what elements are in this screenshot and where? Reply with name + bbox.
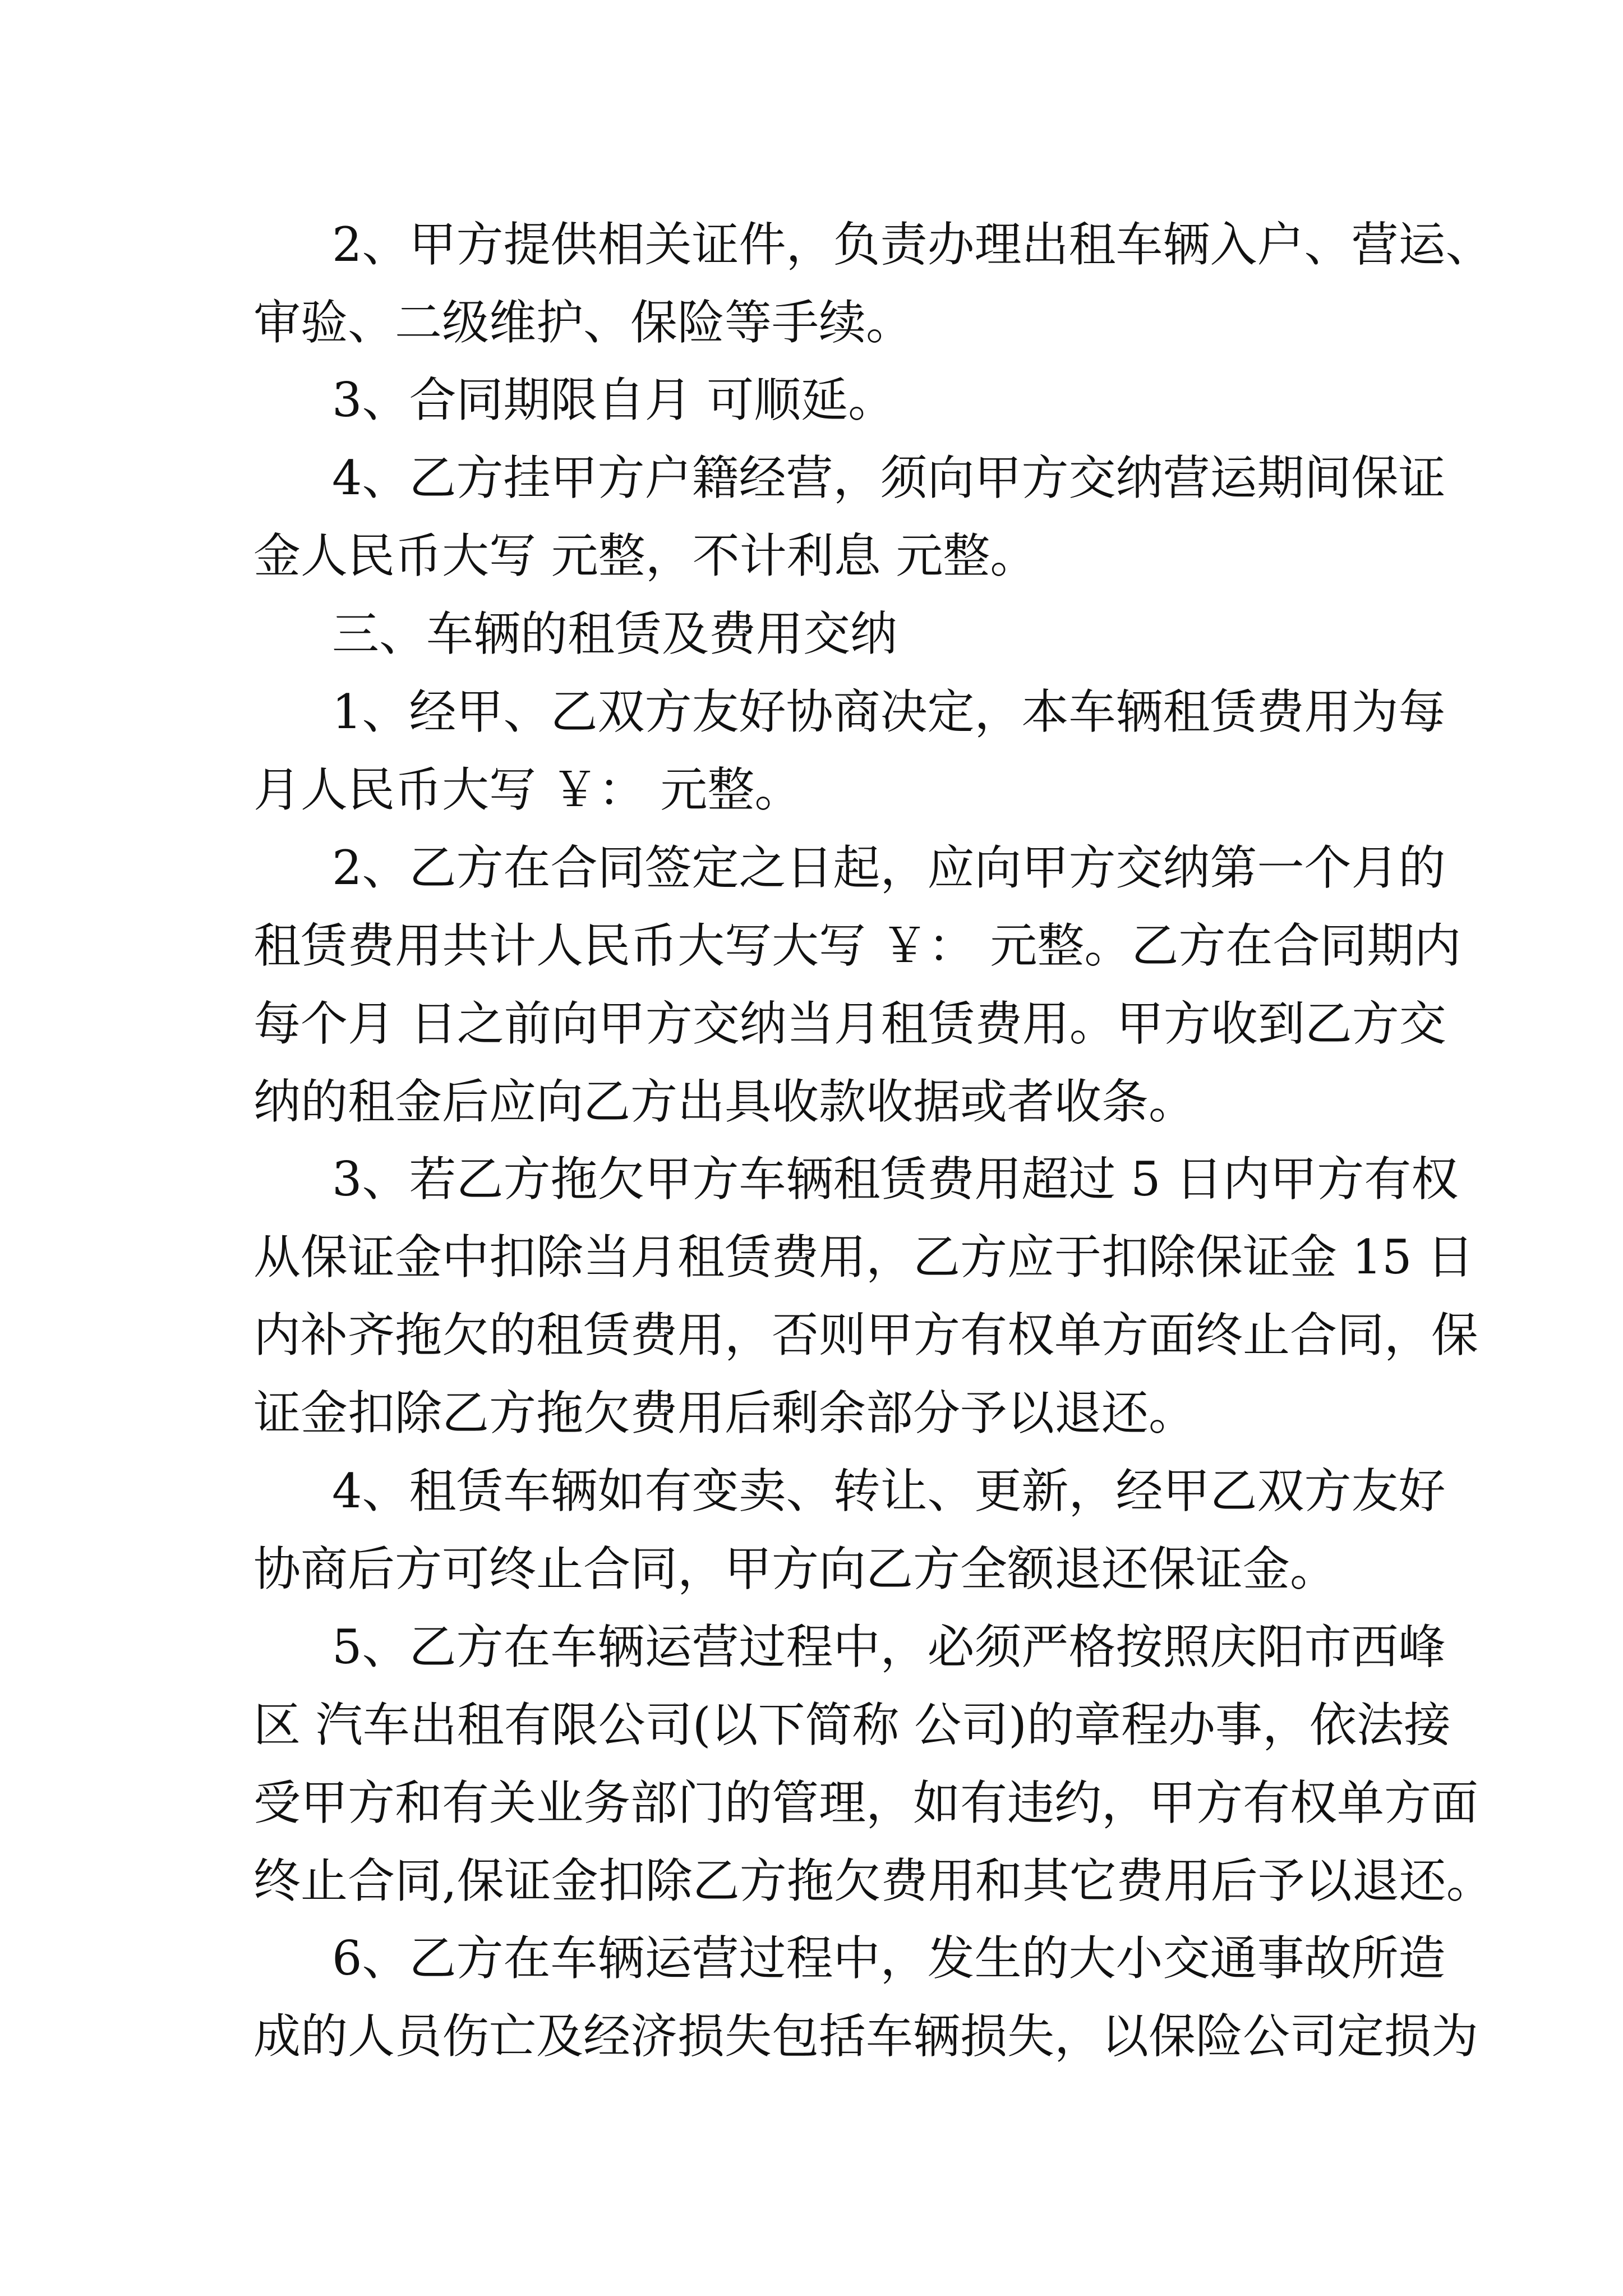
line-5: 金人民币大写 元整，不计利息 元整。: [253, 528, 1038, 583]
line-16: 证金扣除乙方拖欠费用后剩余部分予以退还。: [253, 1386, 1196, 1441]
line-20: 区 汽车出租有限公司(以下简称 公司)的章程办事，依法接: [253, 1697, 1451, 1752]
line-12: 纳的租金后应向乙方出具收款收据或者收条。: [253, 1074, 1196, 1129]
line-24: 成的人员伤亡及经济损失包括车辆损失，以保险公司定损为: [253, 2009, 1479, 2064]
line-11: 每个月 日之前向甲方交纳当月租赁费用。甲方收到乙方交: [253, 996, 1446, 1051]
line-18: 协商后方可终止合同，甲方向乙方全额退还保证金。: [253, 1542, 1338, 1596]
line-14: 从保证金中扣除当月租赁费用，乙方应于扣除保证金 15 日: [253, 1230, 1474, 1285]
line-2: 审验、二级维护、保险等手续。: [253, 295, 914, 350]
line-15: 内补齐拖欠的租赁费用，否则甲方有权单方面终止合同，保: [253, 1308, 1479, 1363]
line-8: 月人民币大写 ￥： 元整。: [253, 762, 802, 817]
line-3: 3、合同期限自月 可顺延。: [332, 372, 896, 427]
line-1: 2、甲方提供相关证件，负责办理出租车辆入户、营运、: [332, 217, 1493, 272]
line-23: 6、乙方在车辆运营过程中，发生的大小交通事故所造: [332, 1931, 1446, 1986]
line-4: 4、乙方挂甲方户籍经营，须向甲方交纳营运期间保证: [332, 450, 1446, 505]
line-21: 受甲方和有关业务部门的管理，如有违约，甲方有权单方面: [253, 1775, 1479, 1830]
line-9: 2、乙方在合同签定之日起，应向甲方交纳第一个月的: [332, 840, 1446, 895]
line-22: 终止合同,保证金扣除乙方拖欠费用和其它费用后予以退还。: [253, 1853, 1493, 1908]
line-19: 5、乙方在车辆运营过程中，必须严格按照庆阳市西峰: [332, 1619, 1446, 1674]
line-10: 租赁费用共计人民币大写大写 ￥： 元整。乙方在合同期内: [253, 918, 1461, 973]
line-13: 3、若乙方拖欠甲方车辆租赁费用超过 5 日内甲方有权: [332, 1152, 1459, 1207]
line-6: 三、车辆的租赁及费用交纳: [332, 606, 898, 661]
line-7: 1、经甲、乙双方友好协商决定，本车辆租赁费用为每: [332, 684, 1446, 739]
line-17: 4、租赁车辆如有变卖、转让、更新，经甲乙双方友好: [332, 1464, 1446, 1519]
